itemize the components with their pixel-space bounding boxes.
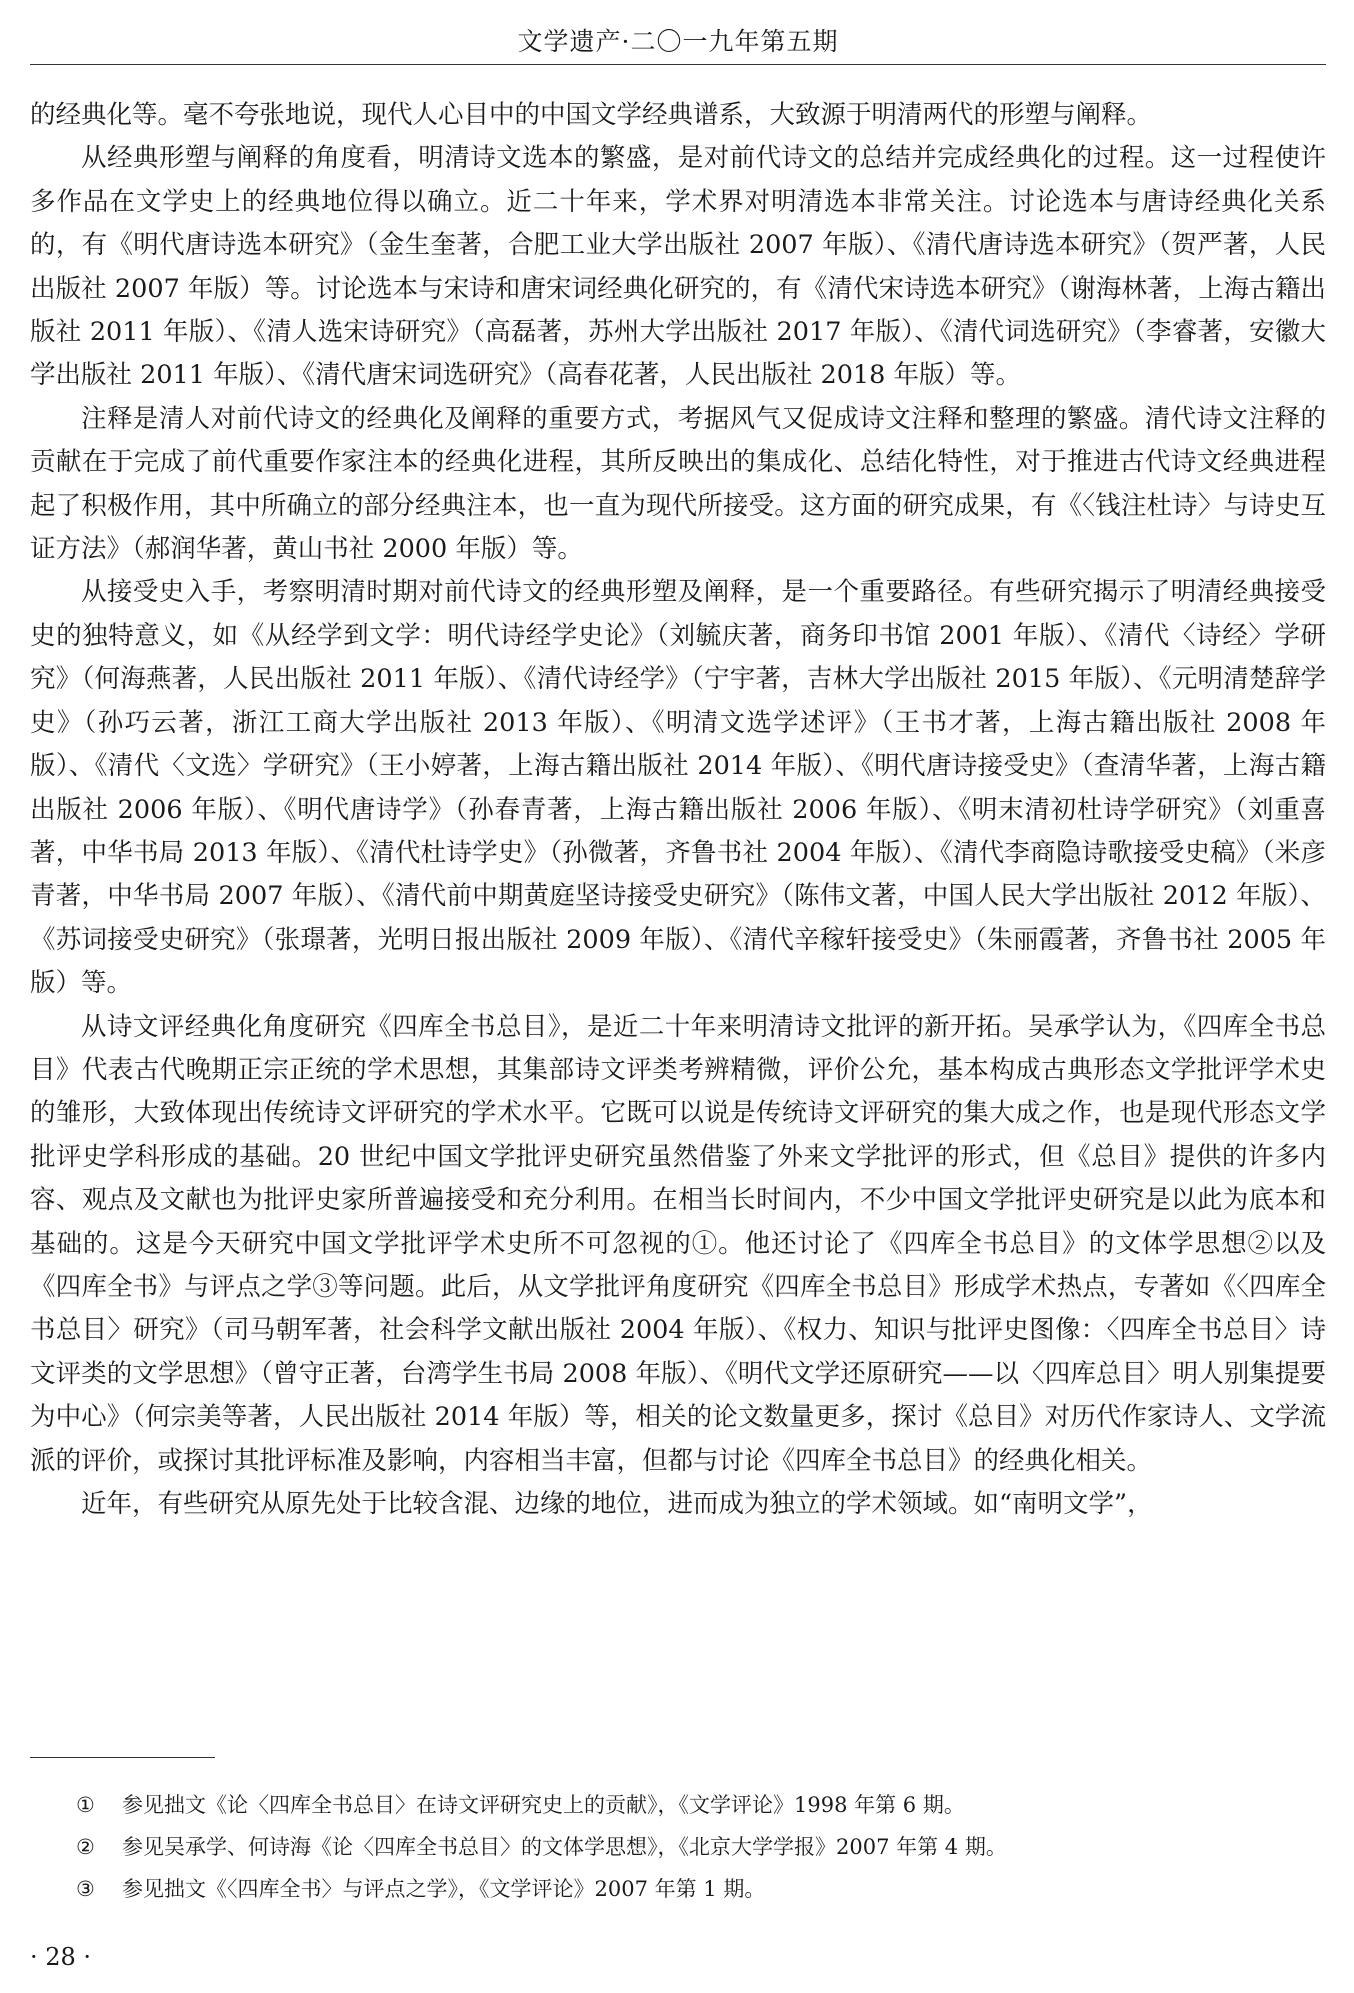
footnote-item <box>76 1868 1316 1910</box>
footnote-text: 参见拙文《〈四库全书〉与评点之学》，《文学评论》2007 年第 1 期。 <box>122 1877 766 1901</box>
paragraph-southern-ming: 近年，有些研究从原先处于比较含混、边缘的地位，进而成为独立的学术领域。如“南明文学”， <box>81 1489 1153 1519</box>
footnote-item <box>76 1826 1316 1868</box>
footnote-marker: ② <box>76 1835 95 1859</box>
footnote-marker: ① <box>76 1793 95 1817</box>
paragraph-continued: 的经典化等。毫不夸张地说，现代人心目中的中国文学经典谱系，大致源于明清两代的形塑与阐释。 <box>30 100 1153 130</box>
running-header: 文学遗产·二〇一九年第五期 <box>517 27 839 56</box>
paragraph-reception-history: 从接受史入手，考察明清时期对前代诗文的经典形塑及阐释，是一个重要路径。有些研究揭示了明清经典接受史的独特意义，如《从经学到文学：明代诗经学史论》（刘毓庆著，商务印书馆 2001 年版）、《清代〈诗经〉学研究》（何海燕著，人民出版社 2011 年版）、《清代诗经学》（宁宇著，吉林大学出版社 2015 年版）、《元明清楚辞学史》（孙巧云著，浙江工商大学出版社 2013 年版）、《明清文选学述评》（王书才著，上海古籍出版社 2008 年版）、《清代〈文选〉学研究》（王小婷著，上海古籍出版社 2014 年版）、《明代唐诗接受史》（查清华著，上海古籍出版社 2006 年版）、《明代唐诗学》（孙春青著，上海古籍出版社 2006 年版）、《明末清初杜诗学研究》（刘重喜著，中华书局 2013 年版）、《清代杜诗学史》（孙微著，齐鲁书社 2004 年版）、《清代李商隐诗歌接受史稿》（米彦青著，中华书局 2007 年版）、《清代前中期黄庭坚诗接受史研究》（陈伟文著，中国人民大学出版社 2012 年版）、《苏词接受史研究》（张璟著，光明日报出版社 2009 年版）、《清代辛稼轩接受史》（朱丽霞著，齐鲁书社 2005 年版）等。 <box>30 577 1326 999</box>
paragraph-anthologies: 从经典形塑与阐释的角度看，明清诗文选本的繁盛，是对前代诗文的总结并完成经典化的过程。这一过程使许多作品在文学史上的经典地位得以确立。近二十年来，学术界对明清选本非常关注。讨论选本与唐诗经典化关系的，有《明代唐诗选本研究》（金生奎著，合肥工业大学出版社 2007 年版）、《清代唐诗选本研究》（贺严著，人民出版社 2007 年版）等。讨论选本与宋诗和唐宋词经典化研究的，有《清代宋诗选本研究》（谢海林著，上海古籍出版社 2011 年版）、《清人选宋诗研究》（高磊著，苏州大学出版社 2017 年版）、《清代词选研究》（李睿著，安徽大学出版社 2011 年版）、《清代唐宋词选研究》（高春花著，人民出版社 2018 年版）等。 <box>30 143 1326 391</box>
footnote-text: 参见拙文《论〈四库全书总目〉在诗文评研究史上的贡献》，《文学评论》1998 年第 6 期。 <box>122 1793 965 1817</box>
page-number: · 28 · <box>30 1943 92 1971</box>
footnote-item <box>76 1784 1316 1826</box>
footnotes <box>76 1784 1316 1910</box>
header-rule <box>30 64 1326 65</box>
footnote-rule <box>30 1757 215 1758</box>
paragraph-annotation: 注释是清人对前代诗文的经典化及阐释的重要方式，考据风气又促成诗文注释和整理的繁盛。清代诗文注释的贡献在于完成了前代重要作家注本的经典化进程，其所反映出的集成化、总结化特性，对于推进古代诗文经典进程起了积极作用，其中所确立的部分经典注本，也一直为现代所接受。这方面的研究成果，有《〈钱注杜诗〉与诗史互证方法》（郝润华著，黄山书社 2000 年版）等。 <box>30 403 1326 565</box>
footnote-marker: ③ <box>76 1877 95 1901</box>
paragraph-siku-zongmu: 从诗文评经典化角度研究《四库全书总目》，是近二十年来明清诗文批评的新开拓。吴承学认为，《四库全书总目》代表古代晚期正宗正统的学术思想，其集部诗文评类考辨精微，评价公允，基本构成古典形态文学批评学术史的雏形，大致体现出传统诗文评研究的学术水平。它既可以说是传统诗文评研究的集大成之作，也是现代形态文学批评史学科形成的基础。20 世纪中国文学批评史研究虽然借鉴了外来文学批评的形式，但《总目》提供的许多内容、观点及文献也为批评史家所普遍接受和充分利用。在相当长时间内，不少中国文学批评史研究是以此为底本和基础的。这是今天研究中国文学批评学术史所不可忽视的①。他还讨论了《四库全书总目》的文体学思想②以及《四库全书》与评点之学③等问题。此后，从文学批评角度研究《四库全书总目》形成学术热点，专著如《〈四库全书总目〉研究》（司马朝军著，社会科学文献出版社 2004 年版）、《权力、知识与批评史图像：〈四库全书总目〉诗文评类的文学思想》（曾守正著，台湾学生书局 2008 年版）、《明代文学还原研究——以〈四库总目〉明人别集提要为中心》（何宗美等著，人民出版社 2014 年版）等，相关的论文数量更多，探讨《总目》对历代作家诗人、文学流派的评价，或探讨其批评标准及影响，内容相当丰富，但都与讨论《四库全书总目》的经典化相关。 <box>30 1011 1326 1476</box>
body-text <box>30 94 1326 1526</box>
footnote-text: 参见吴承学、何诗海《论〈四库全书总目〉的文体学思想》，《北京大学学报》2007 年第 4 期。 <box>122 1835 1007 1859</box>
